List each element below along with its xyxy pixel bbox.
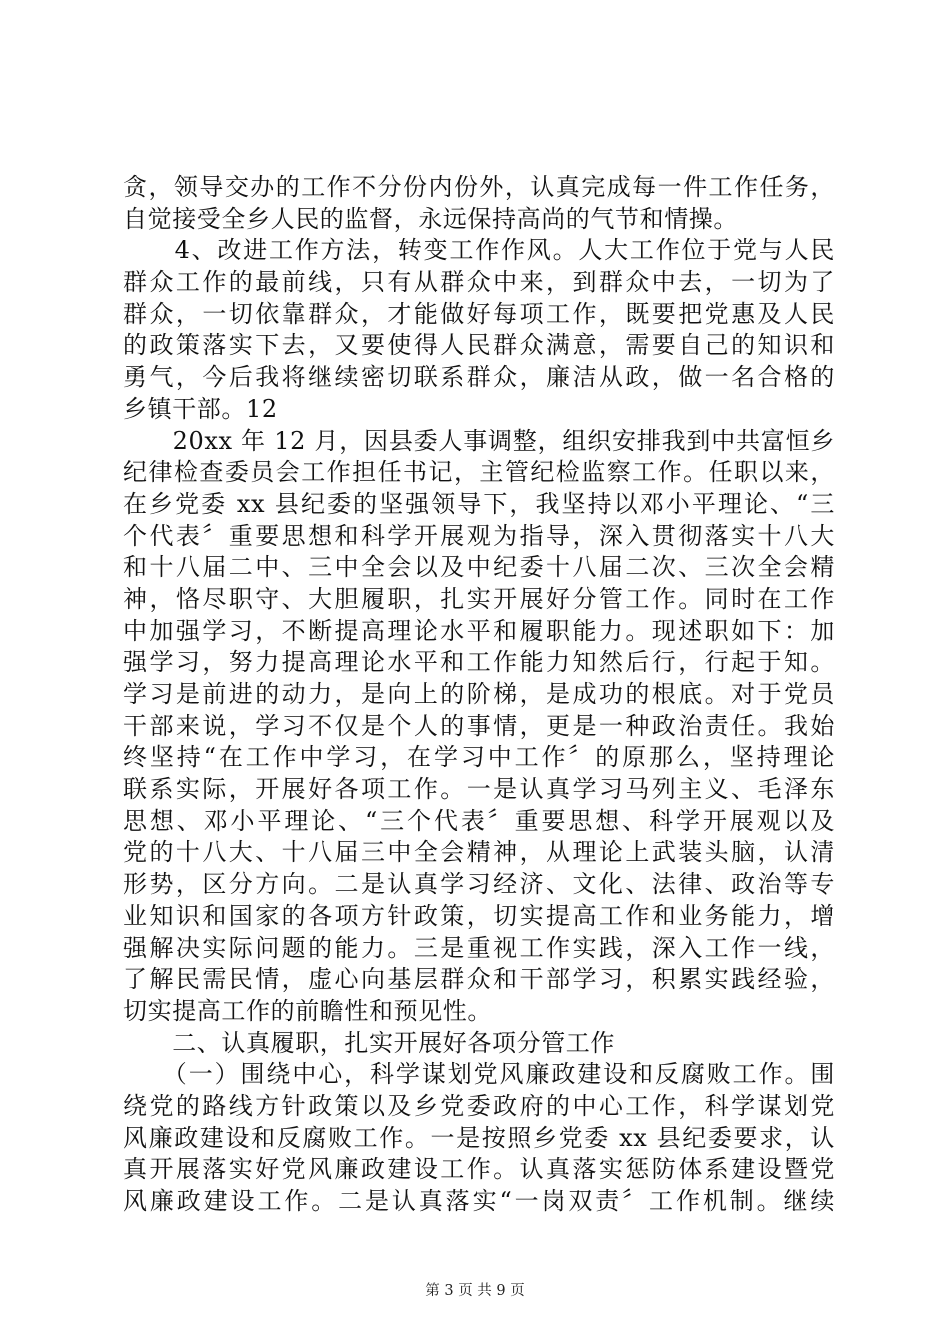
text-line: 中加强学习，不断提高理论水平和履职能力。现述职如下：加: [123, 616, 835, 645]
text-line: 联系实际，开展好各项工作。一是认真学习马列主义、毛泽东: [123, 775, 835, 804]
document-body: [123, 172, 835, 1218]
text-line: 神，恪尽职守、大胆履职，扎实开展好分管工作。同时在工作: [123, 584, 835, 613]
text-line: 纪律检查委员会工作担任书记，主管纪检监察工作。任职以来，: [123, 458, 835, 487]
text-line: 风廉政建设工作。二是认真落实“一岗双责〞工作机制。继续: [123, 1187, 835, 1215]
text-line: 真开展落实好党风廉政建设工作。认真落实惩防体系建设暨党: [123, 1155, 835, 1184]
text-line: 群众工作的最前线，只有从群众中来，到群众中去，一切为了: [123, 268, 835, 297]
text-line: （一）围绕中心，科学谋划党风廉政建设和反腐败工作。围: [123, 1060, 835, 1089]
text-line: 业知识和国家的各项方针政策，切实提高工作和业务能力，增: [123, 901, 835, 930]
text-line: 学习是前进的动力，是向上的阶梯，是成功的根底。对于党员: [123, 680, 835, 708]
text-line: 在乡党委 xx 县纪委的坚强领导下，我坚持以邓小平理论、“三: [123, 489, 835, 518]
text-line: 4、改进工作方法，转变工作作风。人大工作位于党与人民: [123, 236, 835, 265]
text-line: 乡镇干部。12: [123, 394, 278, 423]
text-line: 思想、邓小平理论、“三个代表〞重要思想、科学开展观以及: [123, 806, 835, 835]
text-line: 了解民需民情，虚心向基层群众和干部学习，积累实践经验，: [123, 965, 835, 994]
text-line: 贪，领导交办的工作不分份内份外，认真完成每一件工作任务，: [123, 173, 835, 201]
text-line: 自觉接受全乡人民的监督，永远保持高尚的气节和情操。: [123, 204, 738, 233]
text-line: 风廉政建设和反腐败工作。一是按照乡党委 xx 县纪委要求，认: [123, 1123, 835, 1152]
text-line: 终坚持“在工作中学习，在学习中工作〞的原那么，坚持理论: [123, 743, 835, 772]
text-line: 党的十八大、十八届三中全会精神，从理论上武装头脑，认清: [123, 838, 835, 867]
text-line: 绕党的路线方针政策以及乡党委政府的中心工作，科学谋划党: [123, 1091, 835, 1120]
text-line: 切实提高工作的前瞻性和预见性。: [123, 996, 492, 1025]
text-line: 形势，区分方向。二是认真学习经济、文化、法律、政治等专: [123, 870, 835, 899]
text-line: 强学习，努力提高理论水平和工作能力知然后行，行起于知。: [123, 648, 835, 677]
text-line: 干部来说，学习不仅是个人的事情，更是一种政治责任。我始: [123, 711, 835, 740]
text-line: 群众，一切依靠群众，才能做好每项工作，既要把党惠及人民: [123, 299, 835, 328]
text-line: 和十八届二中、三中全会以及中纪委十八届二次、三次全会精: [123, 553, 835, 582]
text-line: 二、认真履职，扎实开展好各项分管工作: [123, 1028, 615, 1057]
text-line: 勇气，今后我将继续密切联系群众，廉洁从政，做一名合格的: [123, 363, 835, 392]
text-line: 20xx 年 12 月，因县委人事调整，组织安排我到中共富恒乡: [123, 426, 835, 455]
text-line: 个代表〞重要思想和科学开展观为指导，深入贯彻落实十八大: [123, 521, 835, 550]
text-line: 强解决实际问题的能力。三是重视工作实践，深入工作一线，: [123, 933, 835, 962]
page-number-footer: 第 3 页 共 9 页: [425, 1283, 525, 1299]
text-line: 的政策落实下去，又要使得人民群众满意，需要自己的知识和: [123, 331, 835, 360]
